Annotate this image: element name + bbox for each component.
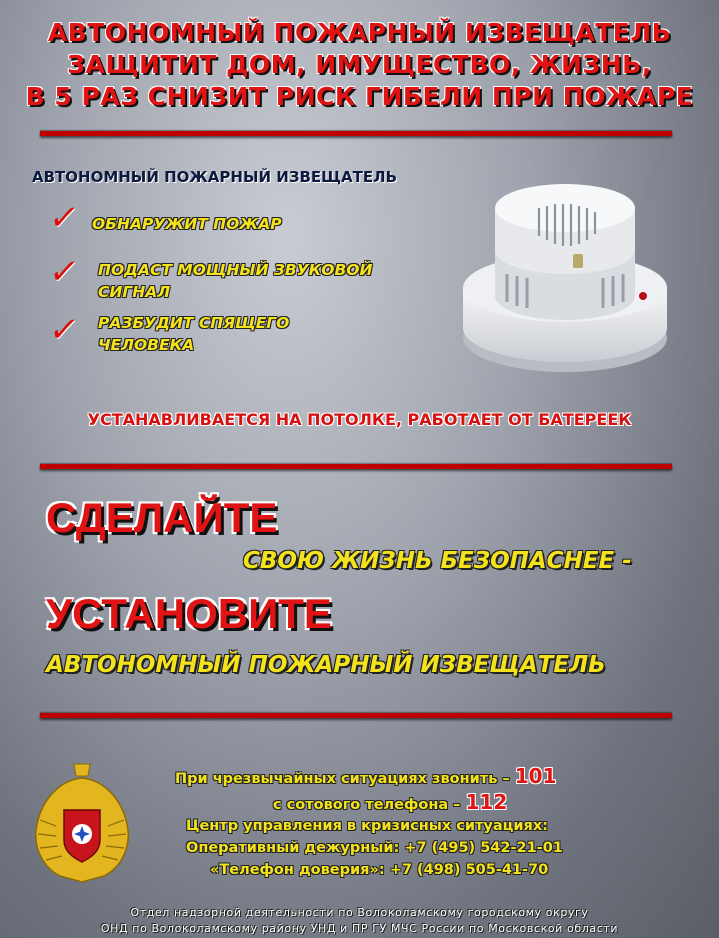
benefit-item-2-line-2: СИГНАЛ bbox=[98, 283, 171, 301]
trust-phone: «Телефон доверия»: +7 (498) 505-41-70 bbox=[210, 862, 549, 878]
benefit-item-1 bbox=[92, 213, 282, 235]
emergency-number: 101 bbox=[514, 764, 557, 788]
headline-line-2: ЗАЩИТИТ ДОМ, ИМУЩЕСТВО, ЖИЗНЬ, bbox=[67, 50, 652, 79]
section-title: АВТОНОМНЫЙ ПОЖАРНЫЙ ИЗВЕЩАТЕЛЬ bbox=[32, 168, 398, 186]
cta-word-2: УСТАНОВИТЕ bbox=[46, 590, 332, 637]
emergency-line bbox=[175, 764, 556, 788]
benefit-item-3 bbox=[98, 312, 289, 356]
duty-phone: Оперативный дежурный: +7 (495) 542-21-01 bbox=[186, 840, 563, 856]
divider-middle bbox=[40, 464, 672, 469]
footer-line-2: ОНД по Волоколамскому району УНД и ПР ГУ МЧС России по Московской области bbox=[100, 922, 619, 935]
headline-line-3: В 5 РАЗ СНИЗИТ РИСК ГИБЕЛИ ПРИ ПОЖАРЕ bbox=[25, 82, 694, 111]
check-icon: ✓ bbox=[46, 310, 83, 350]
smoke-detector-image bbox=[455, 178, 675, 378]
footer-line-1: Отдел надзорной деятельности по Волоколамскому городскому округу bbox=[130, 906, 589, 919]
cta-word-1: СДЕЛАЙТЕ bbox=[46, 494, 278, 541]
divider-top bbox=[40, 131, 672, 136]
mobile-line bbox=[273, 790, 507, 814]
headline-line-1: АВТОНОМНЫЙ ПОЖАРНЫЙ ИЗВЕЩАТЕЛЬ bbox=[47, 18, 672, 47]
check-icon: ✓ bbox=[46, 198, 83, 238]
benefit-item-2 bbox=[98, 259, 372, 303]
crisis-center: Центр управления в кризисных ситуациях: bbox=[186, 818, 549, 834]
emblem-icon bbox=[30, 760, 135, 890]
benefit-item-3-line-2: ЧЕЛОВЕКА bbox=[98, 336, 195, 354]
emergency-text: При чрезвычайных ситуациях звонить – bbox=[175, 771, 515, 787]
cta-phrase-2: АВТОНОМНЫЙ ПОЖАРНЫЙ ИЗВЕЩАТЕЛЬ bbox=[46, 652, 606, 678]
install-note: УСТАНАВЛИВАЕТСЯ НА ПОТОЛКЕ, РАБОТАЕТ ОТ БАТЕРЕЕК bbox=[87, 410, 632, 429]
benefit-item-3-line-1: РАЗБУДИТ СПЯЩЕГО bbox=[98, 314, 290, 332]
mobile-number: 112 bbox=[465, 790, 508, 814]
divider-bottom bbox=[40, 713, 672, 718]
cta-phrase-1: СВОЮ ЖИЗНЬ БЕЗОПАСНЕЕ - bbox=[243, 548, 632, 574]
benefit-item-2-line-1: ПОДАСТ МОЩНЫЙ ЗВУКОВОЙ bbox=[98, 261, 373, 279]
benefit-item-1-line-1: ОБНАРУЖИТ ПОЖАР bbox=[92, 215, 282, 233]
check-icon: ✓ bbox=[46, 252, 83, 292]
mobile-text: с сотового телефона – bbox=[273, 797, 466, 813]
